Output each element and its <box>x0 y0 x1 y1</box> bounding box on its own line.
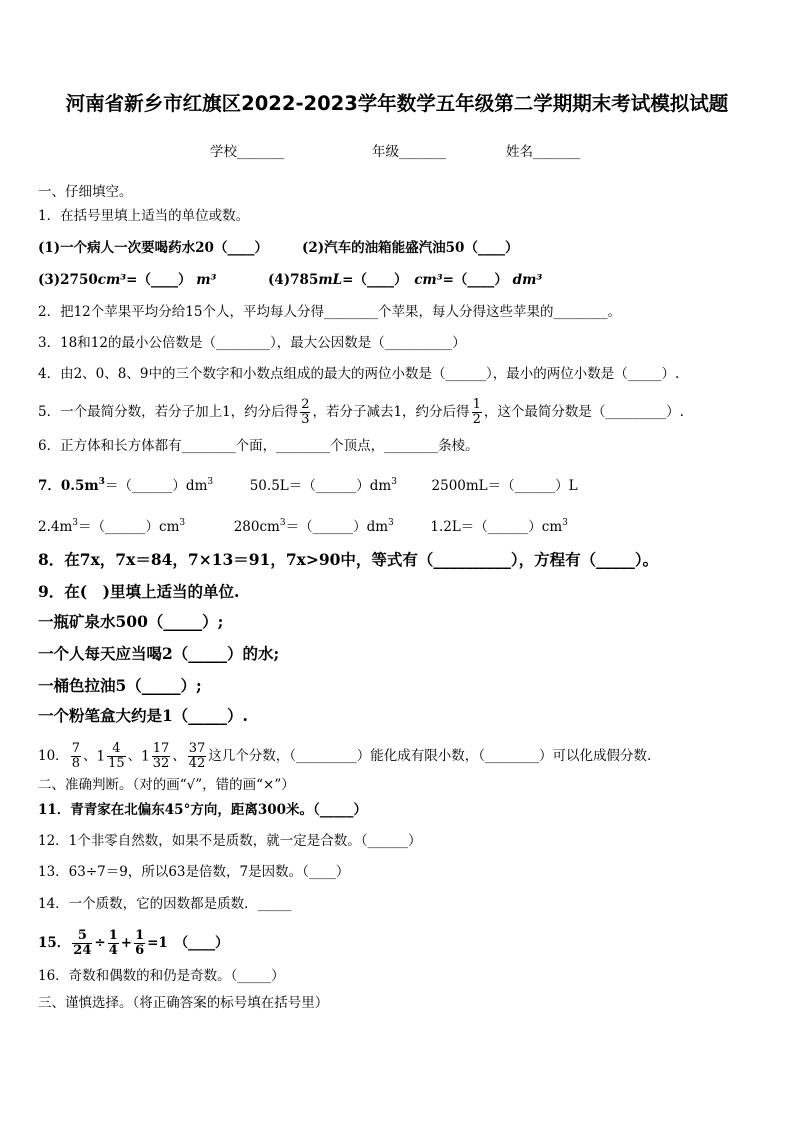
q15-tail: =1 （____） <box>147 935 229 951</box>
q1d-text: (4)785 <box>268 272 319 288</box>
question-11: 11．青青家在北偏东45°方向，距离300米。（_____） <box>38 802 368 818</box>
question-9-stem: 9．在( )里填上适当的单位. <box>38 582 240 601</box>
question-6: 6．正方体和长方体都有________个面，________个顶点，________条棱。 <box>38 438 479 454</box>
question-9d: 一个粉笔盒大约是1（_____）. <box>38 706 248 725</box>
q7-r1-s5: 3 <box>391 477 397 487</box>
q5-f1-denominator: 3 <box>301 412 310 427</box>
q10-fraction-3 <box>141 742 172 771</box>
question-15 <box>38 929 229 958</box>
q15-f2-numerator: 1 <box>108 928 118 943</box>
q7-r2-t4: 280cm <box>233 519 280 535</box>
q15-f1-numerator: 5 <box>72 929 92 944</box>
q1d-unit-1: mL <box>318 272 343 288</box>
q10-f3-numerator: 17 <box>152 741 170 756</box>
q10-fraction-4 <box>188 742 207 771</box>
q5-text-2: ，若分子减去1，约分后得 <box>312 404 470 420</box>
q10-f2-whole: 1 <box>96 748 106 765</box>
q15-f3-denominator: 6 <box>135 943 145 958</box>
question-8: 8．在7x，7x＝84，7×13＝91，7x>90中，等式有（__________），方程有（_____）。 <box>38 550 659 569</box>
question-1d <box>268 270 542 290</box>
question-12: 12．1个非零自然数，如果不是质数，就一定是合数。（______） <box>38 833 422 849</box>
q10-f4-denominator: 42 <box>188 756 206 771</box>
question-7-row-1 <box>38 472 578 496</box>
q10-fraction-2 <box>96 742 127 771</box>
q15-fraction-2 <box>108 929 119 958</box>
question-3: 3．18和12的最小公倍数是（________），最大公因数是（__________） <box>38 335 466 351</box>
q7-r2-s7: 3 <box>388 518 394 528</box>
q7-r2-t8: 1.2L＝（______）cm <box>430 519 563 535</box>
q1c-blank: =（____） <box>126 272 192 288</box>
q15-fraction-1 <box>72 929 92 958</box>
q15-f3-numerator: 1 <box>135 928 145 943</box>
q10-f1-numerator: 7 <box>71 741 80 756</box>
q1d-blank-1: =（____） <box>342 272 401 288</box>
q5-f2-denominator: 2 <box>472 412 481 427</box>
grade-field: 年级_______ <box>372 144 447 160</box>
q7-r1-t2: ＝（______）dm <box>104 478 208 494</box>
page-title: 河南省新乡市红旗区2022-2023学年数学五年级第二学期期末考试模拟试题 <box>65 92 729 115</box>
q10-sep-2: 、 <box>127 748 142 764</box>
q1d-blank-2: =（____） <box>442 272 508 288</box>
q7-r1-s3: 3 <box>207 477 214 487</box>
q7-r1-t6: 2500mL＝（______）L <box>431 478 578 494</box>
q10-f3-denominator: 32 <box>152 756 170 771</box>
q1d-unit-2: cm³ <box>414 272 443 288</box>
question-9a: 一瓶矿泉水500（_____）; <box>38 612 224 631</box>
q10-sep-1: 、 <box>82 748 97 764</box>
q10-f2-denominator: 15 <box>108 756 125 771</box>
question-1a: (1)一个病人一次要喝药水20（____） <box>38 240 268 256</box>
q15-f2-denominator: 4 <box>108 943 118 958</box>
q15-number: 15． <box>38 935 71 951</box>
q10-f2-numerator: 4 <box>107 742 126 757</box>
question-5 <box>38 398 684 427</box>
q1c-text: (3)2750 <box>38 272 98 288</box>
q10-f3-whole: 1 <box>141 748 150 765</box>
question-16: 16．奇数和偶数的和仍是奇数。（_____） <box>38 968 285 984</box>
q10-number: 10． <box>38 748 69 764</box>
q7-r1-s1: 3 <box>98 477 105 487</box>
q10-f4-numerator: 37 <box>188 741 206 756</box>
q15-op-2: + <box>120 935 133 951</box>
q7-r2-t0: 2.4m <box>38 519 73 535</box>
q5-f1-numerator: 2 <box>301 397 310 412</box>
q15-f1-denominator: 24 <box>73 943 92 958</box>
q7-r2-t6: ＝（______）dm <box>285 519 389 535</box>
question-1b: (2)汽车的油箱能盛汽油50（____） <box>302 240 519 256</box>
section-2-heading: 二、准确判断。（对的画“√”，错的画“×”） <box>38 777 295 793</box>
q1c-unit-1: cm³ <box>97 272 127 288</box>
q7-r2-t2: ＝（______）cm <box>78 519 180 535</box>
q10-tail: 这几个分数，（_________）能化成有限小数，（________）可以化成假分数. <box>208 748 652 764</box>
q5-text-3: ，这个最简分数是（_________）. <box>483 404 684 420</box>
q7-r1-t0: 7．0.5m <box>38 478 99 494</box>
q10-fraction-1 <box>71 742 81 771</box>
question-1c <box>38 270 216 290</box>
section-1-heading: 一、仔细填空。 <box>38 184 133 200</box>
q10-f1-denominator: 8 <box>71 756 80 771</box>
question-9c: 一桶色拉油5（_____）; <box>38 676 202 695</box>
q5-text-1: 5．一个最简分数，若分子加上1，约分后得 <box>38 404 299 420</box>
q7-r2-s3: 3 <box>179 518 186 528</box>
q7-r2-s1: 3 <box>72 518 79 528</box>
q15-op-1: ÷ <box>94 935 106 951</box>
question-1-stem: 1．在括号里填上适当的单位或数。 <box>38 208 250 224</box>
q15-fraction-3 <box>134 929 145 958</box>
question-13: 13．63÷7＝9，所以63是倍数，7是因数。（____） <box>38 864 350 880</box>
q5-fraction-1 <box>300 398 310 427</box>
q1d-unit-3: dm³ <box>512 272 543 288</box>
question-9b: 一个人每天应当喝2（_____）的水; <box>38 644 280 663</box>
q7-r2-s5: 3 <box>279 518 286 528</box>
q7-r1-t4: 50.5L＝（______）dm <box>249 478 392 494</box>
q1c-unit-2: m³ <box>196 272 217 288</box>
question-10 <box>38 742 651 771</box>
question-7-row-2 <box>38 513 568 537</box>
q10-sep-3: 、 <box>172 748 186 764</box>
question-4: 4．由2、0、8、9中的三个数字和小数点组成的最大的两位小数是（______），最小的两位小数是（_____）. <box>38 366 680 382</box>
section-3-heading: 三、谨慎选择。（将正确答案的标号填在括号里） <box>38 995 329 1011</box>
name-field: 姓名_______ <box>506 144 581 160</box>
question-2: 2．把12个苹果平均分给15个人，平均每人分得________个苹果，每人分得这些苹果的________。 <box>38 304 621 320</box>
school-field: 学校_______ <box>210 144 285 160</box>
q5-f2-numerator: 1 <box>472 397 481 412</box>
q7-item-1 <box>38 478 105 494</box>
question-14: 14．一个质数，它的因数都是质数．_____ <box>38 896 292 912</box>
q5-fraction-2 <box>472 398 482 427</box>
q7-r2-s9: 3 <box>562 518 568 528</box>
